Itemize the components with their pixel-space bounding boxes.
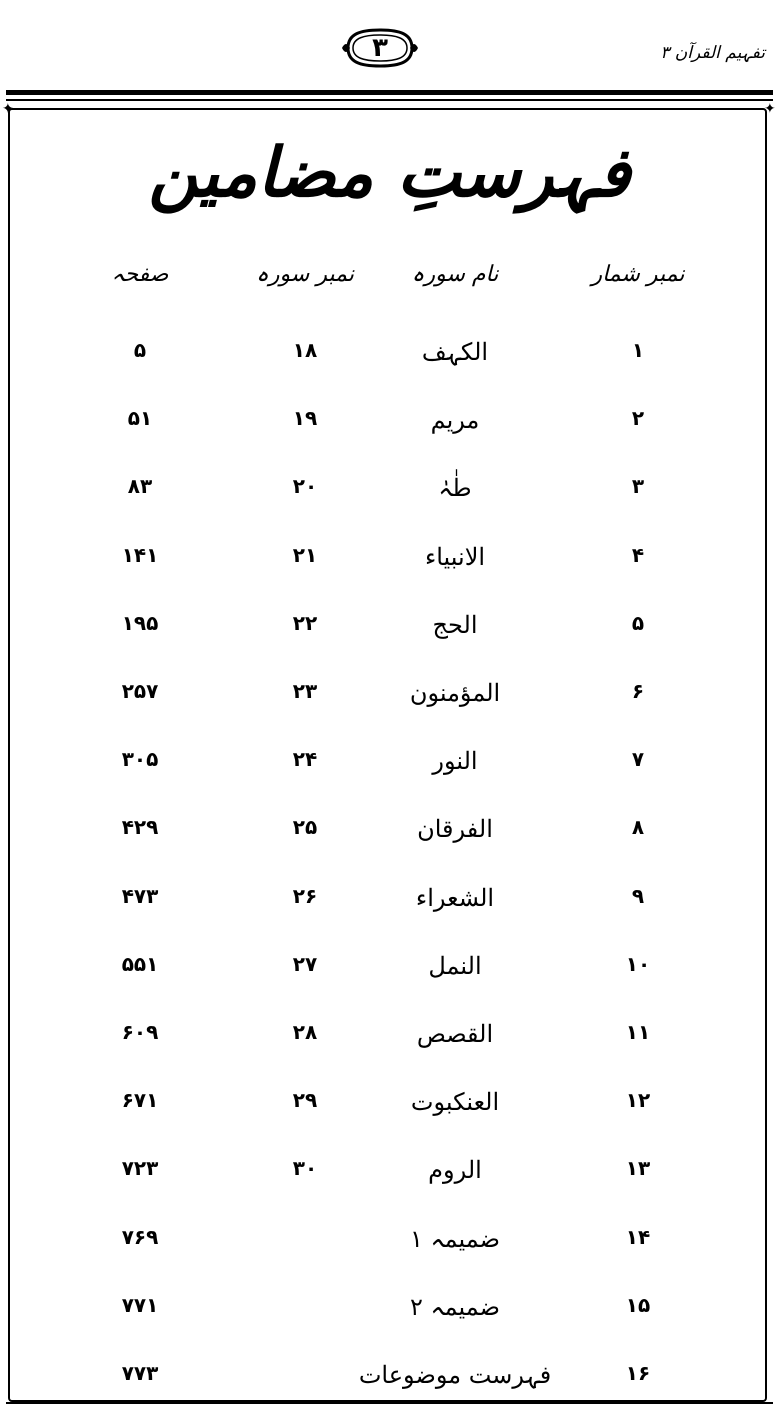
- row-surah-number: ۲۱: [292, 542, 318, 567]
- row-surah-number: ۲۷: [292, 951, 318, 976]
- row-surah-number: ۱۸: [292, 338, 318, 362]
- row-surah-name: المؤمنون: [409, 679, 501, 707]
- row-page: ۲۵۷: [121, 679, 159, 703]
- row-page: ۴۷۳: [121, 883, 159, 908]
- header-surah-name: نام سورہ: [411, 262, 499, 287]
- row-surah-name: الفرقان: [417, 815, 493, 844]
- row-surah-number: ۲۵: [292, 815, 318, 840]
- row-page: ۶۷۱: [121, 1088, 159, 1113]
- top-rule-thick: [6, 90, 773, 95]
- bottom-rule: [6, 1402, 773, 1404]
- page-number-badge: [340, 26, 420, 70]
- row-page: ۴۲۹: [121, 815, 159, 840]
- row-page: ۵۵۱: [121, 951, 159, 976]
- header-serial: نمبر شمار: [591, 262, 685, 287]
- row-surah-name: الروم: [428, 1156, 482, 1185]
- row-serial: ۱۰: [625, 951, 651, 976]
- page-title: فہرستِ مضامین: [148, 133, 631, 213]
- row-surah-name: العنکبوت: [410, 1088, 500, 1117]
- row-surah-number: ۲۴: [292, 747, 318, 772]
- row-surah-number: ۳۰: [292, 1156, 318, 1181]
- row-surah-name: فہرست موضوعات: [358, 1361, 552, 1389]
- row-surah-number: ۲۶: [292, 883, 318, 908]
- row-surah-number: ۲۰: [292, 474, 318, 499]
- row-surah-name: القصص: [416, 1020, 494, 1048]
- row-serial: ۸: [631, 815, 645, 840]
- header-surah-number: نمبر سورہ: [256, 262, 354, 287]
- row-surah-name: الانبیاء: [424, 542, 486, 571]
- row-page: ۶۰۹: [121, 1020, 159, 1044]
- row-serial: ۱۲: [625, 1088, 651, 1113]
- row-surah-name: ضمیمہ ۲: [410, 1292, 500, 1321]
- row-serial: ۷: [631, 747, 645, 772]
- row-serial: ۲: [631, 406, 645, 431]
- row-surah-number: ۲۳: [292, 679, 318, 703]
- row-surah-number: ۲۹: [292, 1088, 318, 1113]
- row-surah-name: مریم: [430, 406, 480, 435]
- row-page: ۱۹۵: [121, 610, 159, 635]
- row-surah-name: طٰہٰ: [438, 474, 472, 503]
- row-serial: ۴: [631, 542, 645, 567]
- corner-ornament-right-icon: ✦: [764, 101, 776, 117]
- row-serial: ۳: [631, 474, 645, 499]
- row-serial: ۶: [631, 679, 645, 703]
- row-page: ۵۱: [127, 406, 153, 431]
- header-page: صفحہ: [111, 262, 169, 287]
- row-surah-number: ۲۲: [292, 610, 318, 635]
- row-surah-name: الکہف: [421, 338, 489, 366]
- row-surah-name: النمل: [428, 951, 482, 980]
- row-page: ۷۷۳: [121, 1361, 159, 1385]
- row-page: ۷۲۳: [121, 1156, 159, 1181]
- row-surah-number: ۱۹: [292, 406, 318, 431]
- row-serial: ۹: [631, 883, 645, 908]
- row-surah-name: ضمیمہ ۱: [410, 1224, 500, 1253]
- row-serial: ۱۵: [625, 1292, 651, 1317]
- row-page: ۱۴۱: [121, 542, 159, 567]
- row-serial: ۱۱: [625, 1020, 651, 1044]
- row-serial: ۱۴: [625, 1224, 651, 1249]
- row-serial: ۱: [631, 338, 645, 362]
- running-head: تفہیم القرآن ۳: [660, 43, 765, 63]
- row-serial: ۱۶: [625, 1361, 651, 1385]
- row-page: ۵: [133, 338, 147, 362]
- row-serial: ۵: [631, 610, 645, 635]
- row-page: ۸۳: [127, 474, 153, 499]
- corner-ornament-left-icon: ✦: [2, 101, 14, 117]
- top-rule-thin: [6, 99, 773, 101]
- row-surah-name: الشعراء: [415, 883, 495, 912]
- row-surah-name: الحج: [432, 610, 478, 639]
- row-surah-number: ۲۸: [292, 1020, 318, 1044]
- row-serial: ۱۳: [625, 1156, 651, 1181]
- row-surah-name: النور: [432, 747, 478, 776]
- page-number: ۳: [372, 33, 388, 63]
- row-page: ۳۰۵: [121, 747, 159, 772]
- row-page: ۷۶۹: [121, 1224, 159, 1249]
- row-page: ۷۷۱: [121, 1292, 159, 1317]
